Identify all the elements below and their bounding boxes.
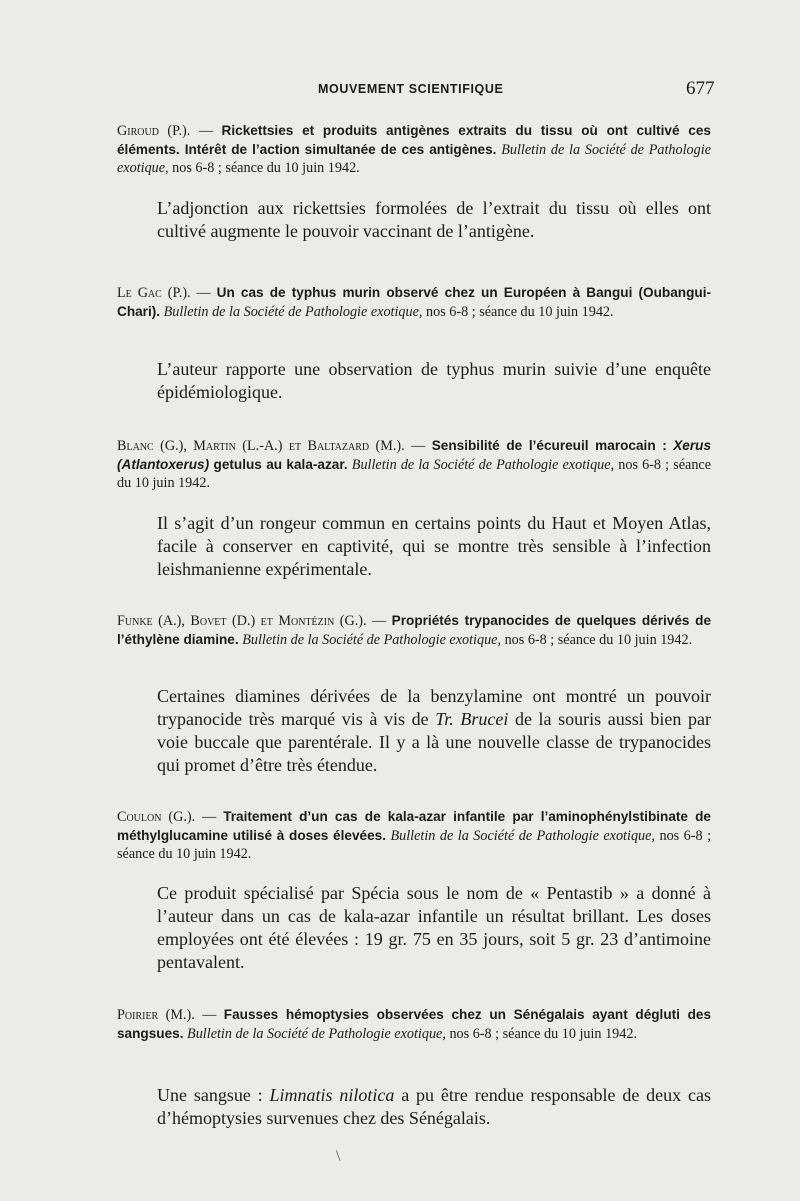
journal-name: Bulletin de la Société de Pathologie exotique, [385,827,655,844]
journal-name: Bulletin de la Société de Pathologie exotique, [183,1025,446,1042]
issue-details: nos 6-8 ; séance du 10 juin 1942. [168,160,360,176]
summary-text [117,685,711,777]
page-number: 677 [686,78,715,99]
abstract-summary [117,685,711,777]
dash: — [404,438,432,454]
summary-text-part: Une sangsue : [157,1085,270,1105]
bibliographic-reference [117,808,711,864]
bibliographic-reference [117,1006,711,1043]
abstract-summary [117,197,711,243]
article-title-end: getulus au kala-azar. [209,456,348,472]
species-name: Tr. Brucei [435,709,509,729]
summary-text-part: Certaines diamines dérivées de la benzylamine ont montré un pouvoir trypanocide très marqué vis à vis de [157,686,711,729]
issue-details: nos 6-8 ; séance du 10 juin 1942. [117,456,712,491]
article-title: Rickettsies et produits antigènes extraits du tissu où ont cultivé ces éléments. Intérêt de l’action simultanée de ces antigènes. [117,123,711,157]
summary-text: L’auteur rapporte une observation de typhus murin suivie d’une enquête épidémiologique. [157,359,711,402]
summary-text: L’adjonction aux rickettsies formolées de l’extrait du tissu où elles ont cultivé augmente le pouvoir vaccinant de l’antigène. [157,198,711,241]
dash: — [366,613,392,629]
journal-name: Bulletin de la Société de Pathologie exotique, [238,631,502,648]
abstract-summary [117,1084,711,1130]
running-head: MOUVEMENT SCIENTIFIQUE [318,82,504,96]
page-header [0,80,800,102]
bibliographic-reference [117,284,711,321]
bibliographic-reference [117,612,711,649]
author: Poirier (M.). [117,1007,195,1023]
species-name: Limnatis nilotica [269,1085,395,1105]
dash: — [190,285,217,301]
dash: — [194,1007,224,1023]
author: Blanc (G.), Martin (L.-A.) et Baltazard (M.). [117,438,405,454]
journal-name: Bulletin de la Société de Pathologie exotique, [117,141,711,176]
author: Le Gac (P.). [117,285,191,301]
article-title: Propriétés trypanocides de quelques dérivés de l’éthylène diamine. [117,613,711,647]
issue-details: nos 6-8 ; séance du 10 juin 1942. [422,303,614,320]
author: Coulon (G.). [117,809,196,825]
bibliographic-reference [117,122,711,178]
summary-text-part: de la souris aussi bien par voie buccale que parentérale. Il y a là une nouvelle classe de trypanocides qui promet d’être très étendue. [157,709,711,775]
summary-text: Ce produit spécialisé par Spécia sous le nom de « Pentastib » a donné à l’auteur dans un cas de kala-azar infantile un résultat brillant. Les doses employées ont été élevées : 19 gr. 75 en 35 jours, soit 5 gr. 23 d’antimoine pentavalent. [157,883,711,972]
author: Funke (A.), Bovet (D.) et Montézin (G.). [117,613,367,629]
abstract-summary [117,512,711,581]
summary-text-part: a pu être rendue responsable de deux cas d’hémoptysies survenues chez des Sénégalais. [157,1085,711,1128]
abstract-summary [117,882,711,974]
abstract-summary [117,358,711,404]
dash: — [195,809,224,825]
summary-text: Il s’agit d’un rongeur commun en certains points du Haut et Moyen Atlas, facile à conserver en captivité, qui se montre très sensible à l’infection leishmanienne expérimentale. [157,513,711,579]
issue-details: nos 6-8 ; séance du 10 juin 1942. [501,631,693,648]
journal-name: Bulletin de la Société de Pathologie exotique, [347,456,615,473]
article-title: Un cas de typhus murin observé chez un Européen à Bangui (Oubangui-Chari). [117,285,712,319]
scan-mark: \ [336,1148,341,1165]
journal-name: Bulletin de la Société de Pathologie exotique, [160,303,423,320]
issue-details: nos 6-8 ; séance du 10 juin 1942. [445,1025,637,1042]
summary-text [117,1084,711,1130]
dash: — [190,123,222,139]
bibliographic-reference [117,437,711,493]
article-title: Fausses hémoptysies observées chez un Sénégalais ayant dégluti des sangsues. [117,1007,711,1041]
article-title: Traitement d’un cas de kala-azar infantile par l’aminophénylstibinate de méthylglucamine utilisé à doses élevées. [117,809,711,843]
article-title: Sensibilité de l’écureuil marocain : [431,438,667,453]
author: Giroud (P.). [117,123,191,139]
issue-details: nos 6-8 ; séance du 10 juin 1942. [117,827,712,862]
species-name: Xerus (Atlantoxerus) [117,438,711,472]
